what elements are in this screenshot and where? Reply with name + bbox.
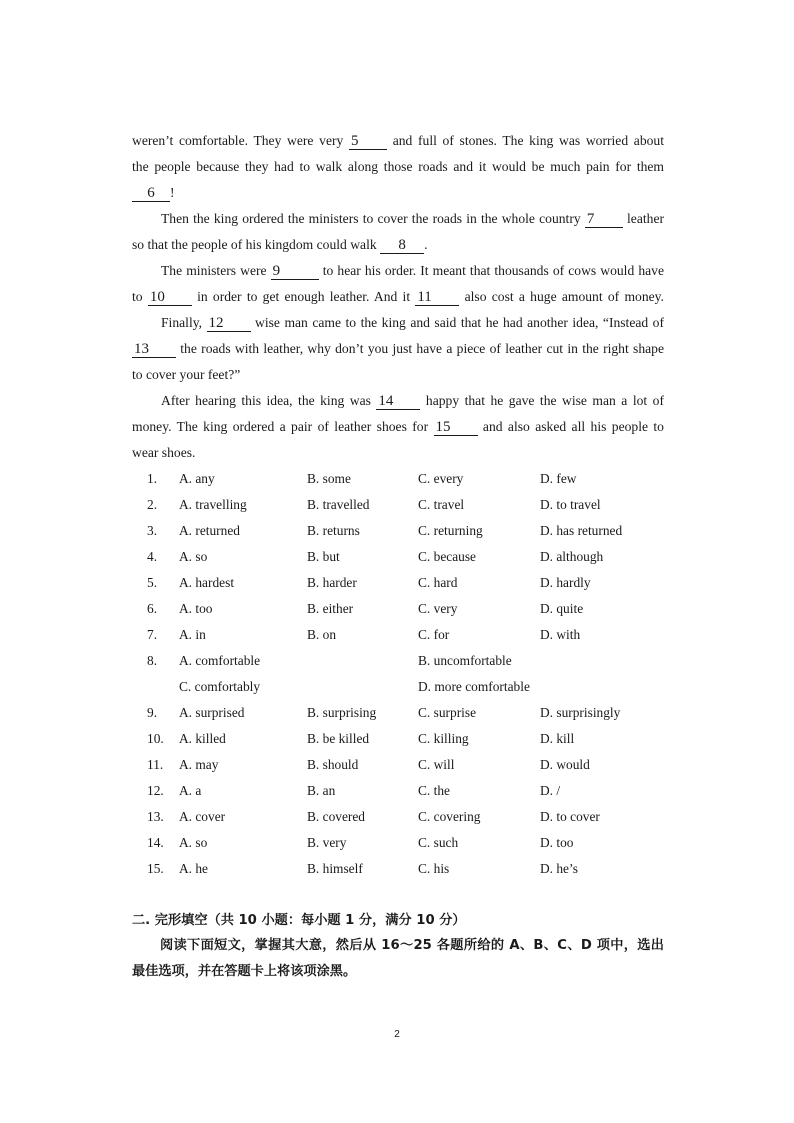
passage-line: After hearing this idea, the king was 14 happy that he gave the wise man a lot of — [161, 393, 664, 409]
option-b: B. harder — [307, 575, 357, 590]
option-b: B. returns — [307, 523, 360, 538]
option-b: B. an — [307, 783, 336, 798]
option-c: C. every — [418, 471, 464, 486]
option-d: D. kill — [540, 731, 575, 746]
option-d: D. too — [540, 835, 574, 850]
option-a: A. so — [179, 835, 208, 850]
option-b: B. some — [307, 471, 351, 486]
passage-line: to cover your feet?” — [132, 367, 241, 382]
question-row: 8. A. comfortable B. uncomfortable — [147, 653, 512, 668]
option-b: B. very — [307, 835, 347, 850]
blank-10: 10 — [148, 289, 192, 306]
option-b: B. travelled — [307, 497, 370, 512]
option-b: B. himself — [307, 861, 363, 876]
option-c: C. will — [418, 757, 455, 772]
option-c: C. surprise — [418, 705, 477, 720]
question-row: 14. A. so B. very C. such D. too — [147, 835, 574, 850]
option-c: C. comfortably — [179, 679, 261, 694]
option-d: D. hardly — [540, 575, 591, 590]
passage-line: The ministers were 9 to hear his order. It meant that thousands of cows would have — [161, 263, 665, 279]
option-d: D. to travel — [540, 497, 601, 512]
question-row: 15. A. he B. himself C. his D. he’s — [147, 861, 578, 876]
option-a: A. hardest — [179, 575, 235, 590]
option-b: B. surprising — [307, 705, 377, 720]
question-row: 2. A. travelling B. travelled C. travel D. to travel — [147, 497, 601, 512]
blank-14: 14 — [376, 393, 420, 410]
question-row: 7. A. in B. on C. for D. with — [147, 627, 581, 642]
option-d: D. he’s — [540, 861, 578, 876]
option-c: C. for — [418, 627, 450, 642]
option-c: C. such — [418, 835, 459, 850]
blank-8: 8 — [380, 237, 424, 254]
section-heading: 二. 完形填空（共 10 小题：每小题 1 分，满分 10 分） — [132, 913, 466, 928]
option-a: A. he — [179, 861, 209, 876]
blank-7: 7 — [585, 211, 623, 228]
option-a: A. may — [179, 757, 219, 772]
question-row-continued — [0, 678, 794, 696]
option-b: B. covered — [307, 809, 366, 824]
question-row: 13. A. cover B. covered C. covering D. to cover — [147, 809, 600, 824]
blank-11: 11 — [415, 289, 459, 306]
option-c: C. hard — [418, 575, 458, 590]
question-row: 4. A. so B. but C. because D. although — [147, 549, 604, 564]
option-c: C. returning — [418, 523, 483, 538]
option-a: A. returned — [179, 523, 240, 538]
passage-line: 13 the roads with leather, why don’t you just have a piece of leather cut in the right shape — [134, 341, 664, 357]
passage-line: the people because they had to walk along those roads and it would be much pain for them — [132, 159, 664, 174]
option-d: D. few — [540, 471, 577, 486]
page-number: 2 — [394, 1029, 400, 1040]
passage-line: 6 ! — [132, 184, 664, 202]
blank-13: 13 — [132, 341, 176, 358]
option-b: B. but — [307, 549, 340, 564]
blank-6: 6 — [132, 185, 170, 202]
option-a: A. surprised — [179, 705, 245, 720]
option-d: D. / — [540, 783, 561, 798]
passage-line: to 10 in order to get enough leather. And it 11 also cost a huge amount of money. — [132, 289, 664, 305]
option-d: D. with — [540, 627, 581, 642]
blank-5: 5 — [349, 133, 387, 150]
option-b: B. either — [307, 601, 354, 616]
question-row: 6. A. too B. either C. very D. quite — [147, 601, 584, 616]
question-row: 3. A. returned B. returns C. returning D. has returned — [147, 523, 623, 538]
section-instruction: 阅读下面短文，掌握其大意，然后从 16～25 各题所给的 A、B、C、D 项中，选出最佳选项，并在答题卡上将该项涂黑。 — [132, 938, 664, 979]
blank-15: 15 — [434, 419, 478, 436]
blank-12: 12 — [207, 315, 251, 332]
option-d: D. although — [540, 549, 604, 564]
option-b: B. should — [307, 757, 359, 772]
option-b: B. on — [307, 627, 337, 642]
option-a: A. comfortable — [179, 653, 261, 668]
blank-9: 9 — [271, 263, 319, 280]
option-d: D. surprisingly — [540, 705, 621, 720]
option-c: C. his — [418, 861, 450, 876]
option-d: D. more comfortable — [418, 679, 530, 694]
question-row: 10. A. killed B. be killed C. killing D. kill — [147, 731, 575, 746]
option-a: A. killed — [179, 731, 226, 746]
option-c: C. covering — [418, 809, 481, 824]
option-d: D. to cover — [540, 809, 600, 824]
option-c: C. very — [418, 601, 458, 616]
passage-line: Then the king ordered the ministers to cover the roads in the whole country 7 leather — [161, 211, 665, 227]
passage-line: weren’t comfortable. They were very 5 and full of stones. The king was worried about — [132, 133, 664, 149]
option-d: D. would — [540, 757, 590, 772]
option-d: D. has returned — [540, 523, 623, 538]
option-a: A. cover — [179, 809, 226, 824]
option-a: A. in — [179, 627, 206, 642]
passage-line: so that the people of his kingdom could walk 8 . — [132, 237, 428, 253]
question-row: 11. A. may B. should C. will D. would — [147, 757, 590, 772]
option-a: A. too — [179, 601, 213, 616]
option-b: B. be killed — [307, 731, 370, 746]
option-a: A. any — [179, 471, 215, 486]
option-c: C. the — [418, 783, 450, 798]
passage-line: wear shoes. — [132, 445, 196, 460]
option-a: A. so — [179, 549, 208, 564]
passage-line: Finally, 12 wise man came to the king and said that he had another idea, “Instead of — [161, 315, 665, 331]
question-row: 1. A. any B. some C. every D. few — [147, 471, 577, 486]
passage-line: money. The king ordered a pair of leather shoes for 15 and also asked all his people to — [132, 419, 664, 435]
option-d: D. quite — [540, 601, 584, 616]
option-c: C. travel — [418, 497, 465, 512]
question-row: 9. A. surprised B. surprising C. surprise D. surprisingly — [147, 705, 621, 720]
option-a: A. travelling — [179, 497, 247, 512]
option-b: B. uncomfortable — [418, 653, 512, 668]
option-a: A. a — [179, 783, 202, 798]
question-row: 5. A. hardest B. harder C. hard D. hardly — [147, 575, 591, 590]
question-row: 12. A. a B. an C. the D. / — [147, 783, 561, 798]
option-c: C. because — [418, 549, 477, 564]
option-c: C. killing — [418, 731, 469, 746]
